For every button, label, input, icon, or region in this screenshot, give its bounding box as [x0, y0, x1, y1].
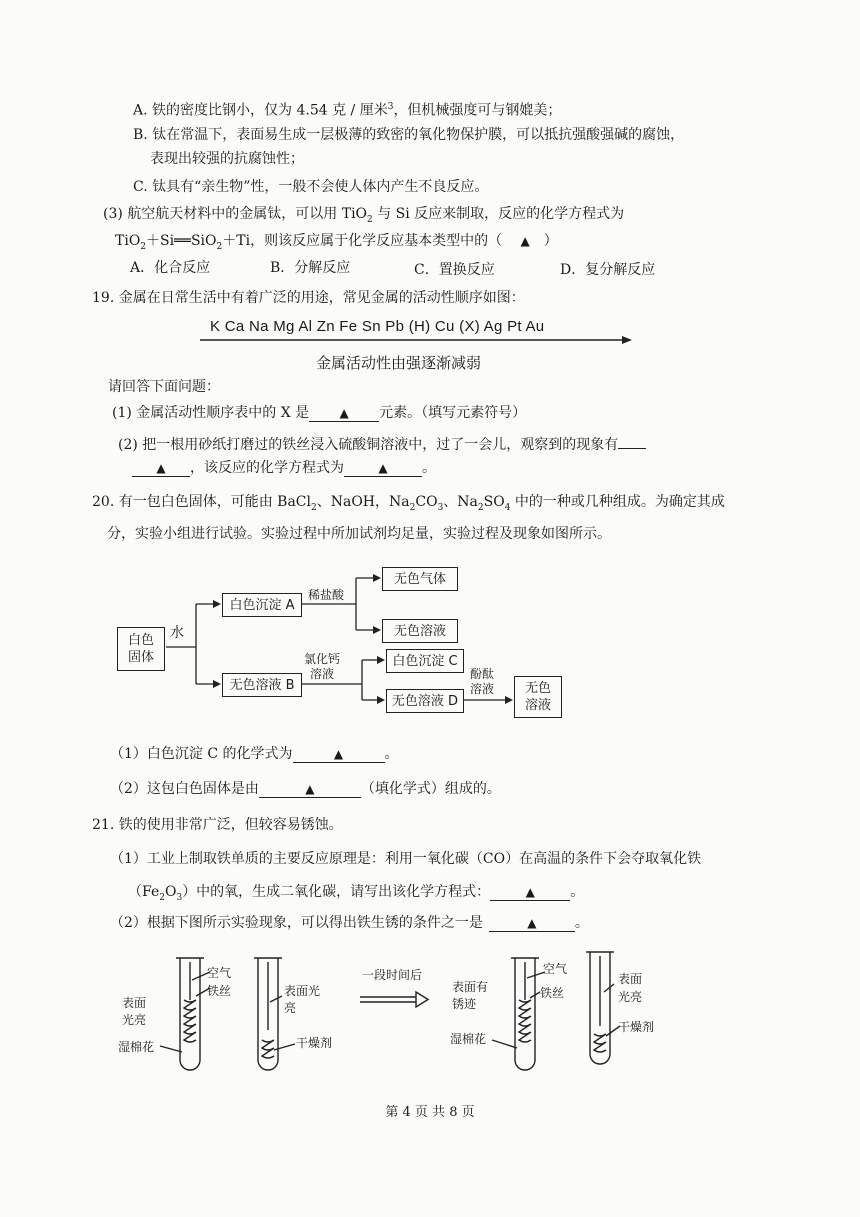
- label-surface-shiny-2b: 亮: [284, 1001, 297, 1015]
- flow-label-cacl2: 氯化钙 溶液: [304, 652, 341, 681]
- label-surface-1: 表面: [122, 996, 147, 1010]
- answer-mark-icon: ▲: [525, 885, 535, 899]
- flow-white-precipitate-c: 白色沉淀 C: [386, 649, 464, 673]
- page-footer: 第 4 页 共 8 页: [385, 1105, 475, 1120]
- label-rust-a: 表面有: [452, 980, 489, 994]
- flow-label-phenolphthalein: 酚酞 溶液: [470, 667, 495, 696]
- answer-mark-icon: ▲: [520, 234, 530, 248]
- label-surface-shiny-2a: 表面光: [284, 984, 321, 998]
- answer-mark-icon: ▲: [333, 747, 344, 761]
- label-iron-wire-2: 铁丝: [540, 986, 565, 1000]
- q18-choice-b: B．分解反应: [270, 260, 351, 276]
- q18-choice-a: A．化合反应: [130, 260, 211, 276]
- q18-part3-stem: (3) 航空航天材料中的金属钛，可以用 TiO$_2$ 与 Si 反应来制取，反应的化学方程式为: [103, 206, 625, 225]
- flow-label-water: 水: [170, 625, 184, 641]
- label-wet-cotton-2: 湿棉花: [450, 1032, 487, 1046]
- q18-choice-d: D．复分解反应: [560, 262, 656, 278]
- q21-sub1-line2: $(Fe_2O_3)$中的氧，生成二氧化碳，请写出该化学方程式： ▲ 。: [128, 884, 585, 903]
- flow-colorless-solution-b: 无色溶液 B: [222, 673, 302, 697]
- q19-sub2-line2: ▲ ，该反应的化学方程式为 ▲ 。: [132, 459, 436, 477]
- q21-sub2: （2）根据下图所示实验现象，可以得出铁生锈的条件之一是 ▲ 。: [110, 915, 589, 931]
- q18-option-b-line1: B. 钛在常温下，表面易生成一层极薄的致密的氧化物保护膜，可以抵抗强酸强碱的腐蚀，: [133, 127, 685, 143]
- q21-sub1-line1: （1）工业上制取铁单质的主要反应原理是：利用一氧化碳（CO）在高温的条件下会夺取氧化铁: [110, 851, 702, 867]
- answer-mark-icon: ▲: [305, 782, 315, 796]
- flow-colorless-gas: 无色气体: [382, 567, 458, 591]
- q19-sub1: (1) 金属活动性顺序表中的 X 是 ▲ 元素。（填写元素符号）: [112, 405, 527, 421]
- flow-white-solid: 白色固体: [117, 627, 165, 671]
- label-rust-b: 锈迹: [452, 997, 477, 1011]
- answer-mark-icon: ▲: [378, 461, 388, 475]
- q18-choice-c: C．置换反应: [414, 262, 495, 278]
- label-wet-cotton-1: 湿棉花: [118, 1040, 155, 1054]
- q18-option-c: C. 钛具有“亲生物”性，一般不会使人体内产生不良反应。: [133, 179, 489, 195]
- q19-sub2-line1: (2) 把一根用砂纸打磨过的铁丝浸入硫酸铜溶液中，过了一会儿，观察到的现象有: [118, 432, 646, 454]
- q20-sub1: （1）白色沉淀 C 的化学式为 ▲ 。: [110, 746, 399, 762]
- activity-caption: 金属活动性由强逐渐减弱: [316, 354, 482, 372]
- answer-mark-icon: ▲: [527, 916, 537, 930]
- q19-stem: 19. 金属在日常生活中有着广泛的用途，常见金属的活动性顺序如图：: [92, 290, 525, 306]
- flow-colorless-solution: 无色溶液: [382, 619, 458, 643]
- q18-part3-equation: TiO$_2$＋Si══SiO$_2$＋Ti，则该反应属于化学反应基本类型中的（ ▲ ）: [115, 233, 558, 252]
- label-air-2: 空气: [543, 962, 568, 976]
- q19-prompt: 请回答下面问题：: [108, 379, 220, 395]
- flow-label-hcl: 稀盐酸: [308, 588, 345, 602]
- answer-mark-icon: ▲: [156, 461, 166, 475]
- label-iron-wire-1: 铁丝: [207, 984, 232, 998]
- metal-activity-series: K Ca Na Mg Al Zn Fe Sn Pb (H) Cu (X) Ag Pt Au: [210, 318, 545, 335]
- q21-stem: 21. 铁的使用非常广泛，但较容易锈蚀。: [92, 817, 343, 833]
- flow-final-colorless-solution: 无色溶液: [514, 676, 562, 718]
- label-air-1: 空气: [207, 966, 232, 980]
- flow-colorless-solution-d: 无色溶液 D: [386, 689, 464, 713]
- q18-option-b-line2: 表现出较强的抗腐蚀性；: [150, 151, 304, 167]
- label-desiccant-2: 干燥剂: [618, 1020, 655, 1034]
- label-after-time: 一段时间后: [362, 968, 423, 982]
- q20-stem-line2: 分，实验小组进行试验。实验过程中所加试剂均足量，实验过程及现象如图所示。: [107, 526, 611, 542]
- label-desiccant-1: 干燥剂: [296, 1036, 333, 1050]
- label-shiny-3: 光亮: [618, 990, 643, 1004]
- label-shiny-1: 光亮: [122, 1013, 147, 1027]
- label-surface-3: 表面: [618, 972, 643, 986]
- q20-stem-line1: 20. 有一包白色固体，可能由 BaCl$_2$、NaOH，$Na_2CO_3$、$Na_2SO_4$ 中的一种或几种组成。为确定其成: [92, 494, 725, 513]
- q20-sub2: （2）这包白色固体是由 ▲ （填化学式）组成的。: [110, 781, 501, 797]
- flow-white-precipitate-a: 白色沉淀 A: [222, 593, 302, 617]
- q18-option-a: A. 铁的密度比钢小，仅为 4.54 克 / 厘米$^3$，但机械强度可与钢媲美；: [133, 102, 562, 119]
- answer-mark-icon: ▲: [339, 406, 349, 420]
